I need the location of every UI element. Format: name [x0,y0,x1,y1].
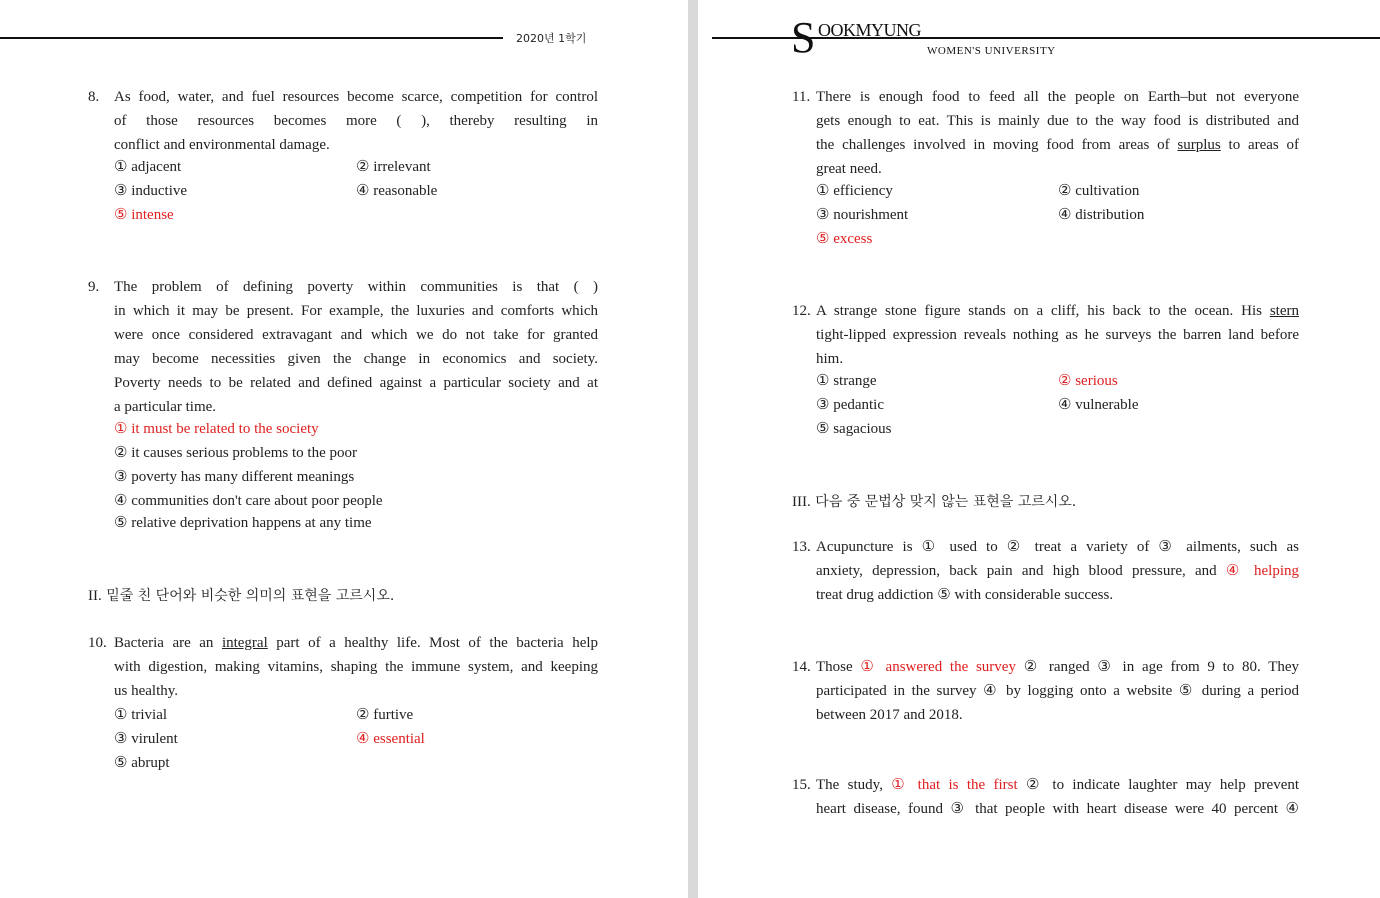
question-number: 12. [792,303,811,319]
option-5-answer[interactable]: ⑤ excess [816,231,873,247]
option-4[interactable]: ④ distribution [1058,207,1145,223]
section-3-heading [792,491,1076,511]
section-instruction: 밑줄 친 단어와 비슷한 의미의 표현을 고르시오. [106,588,395,604]
question-number: 13. [792,539,811,555]
option-2[interactable]: ② furtive [356,707,414,723]
option-4[interactable]: ④ reasonable [356,183,438,199]
underlined-word: integral [221,635,268,651]
answer-highlight: ① that is the first [891,777,1018,793]
question-text-line: of those resources becomes more ( ), thereby resulting in [114,113,598,129]
question-text-line: tight-lipped expression reveals nothing as he surveys the barren land before [816,327,1299,343]
question-text-line: may become necessities given the change in economics and society. [114,351,598,367]
section-instruction: 다음 중 문법상 맞지 않는 표현을 고르시오. [815,494,1077,510]
option-5[interactable]: ⑤ sagacious [816,421,892,437]
question-10 [88,631,598,703]
question-text-line: As food, water, and fuel resources become scarce, competition for control [114,89,598,105]
logo-initial: S [791,13,816,62]
question-text-line: a particular time. [114,399,217,415]
option-4[interactable]: ④ vulnerable [1058,397,1139,413]
option-3[interactable]: ③ pedantic [816,397,885,413]
underlined-word: surplus [1177,137,1221,153]
text-run: the challenges involved in moving food from areas of [816,137,1170,153]
header-rule-left [0,37,503,39]
question-number: 8. [88,89,100,105]
text-run: ② to indicate laughter may help prevent [1026,777,1300,793]
option-2[interactable]: ② irrelevant [356,159,431,175]
option-1-answer[interactable]: ① it must be related to the society [114,421,319,437]
option-5-answer[interactable]: ⑤ intense [114,207,174,223]
option-4[interactable]: ④ communities don't care about poor people [114,493,383,509]
question-number: 10. [88,635,107,651]
question-text-line: participated in the survey ④ by logging onto a website ⑤ during a period [816,683,1299,699]
option-4-answer[interactable]: ④ essential [356,731,425,747]
right-page [698,0,1380,898]
question-text-line: Poverty needs to be related and defined against a particular society and at [114,375,598,391]
question-12 [792,299,1299,371]
option-1[interactable]: ① strange [816,373,877,389]
answer-highlight: ① answered the survey [860,659,1016,675]
text-run: part of a healthy life. Most of the bacteria help [276,635,599,651]
question-text-line: him. [816,351,844,367]
question-text-line: in which it may be present. For example, the luxuries and comforts which [114,303,598,319]
text-run: A strange stone figure stands on a cliff, his back to the ocean. His [816,303,1262,319]
question-text-line: between 2017 and 2018. [816,707,963,723]
question-number: 15. [792,777,811,793]
question-number: 11. [792,89,811,105]
question-text-line: with digestion, making vitamins, shaping the immune system, and keeping [114,659,598,675]
underlined-word: stern [1269,303,1299,319]
page-gutter [688,0,698,898]
left-page [0,0,688,898]
text-run: The study, [816,777,883,793]
section-2-heading [88,585,394,605]
question-text-line: were once considered extravagant and which we do not take for granted [114,327,598,343]
option-1[interactable]: ① trivial [114,707,168,723]
question-text-line: great need. [816,161,882,177]
question-text-line: heart disease, found ③ that people with heart disease were 40 percent ④ [816,801,1299,817]
option-2-answer[interactable]: ② serious [1058,373,1118,389]
option-5[interactable]: ⑤ abrupt [114,755,170,771]
question-8 [88,85,598,157]
question-text-line [816,655,1299,679]
logo-subtitle: WOMEN'S UNIVERSITY [927,45,1056,57]
question-text-line: treat drug addiction ⑤ with considerable success. [816,587,1114,603]
option-2[interactable]: ② cultivation [1058,183,1140,199]
option-3[interactable]: ③ virulent [114,731,178,747]
text-run: anxiety, depression, back pain and high blood pressure, and [816,563,1217,579]
section-number: III. [792,494,811,510]
question-text-line [114,631,598,655]
question-text-line: gets enough to eat. This is mainly due to the way food is distributed and [816,113,1299,129]
logo-wordmark: OOKMYUNG [818,20,921,40]
option-1[interactable]: ① adjacent [114,159,182,175]
answer-highlight: ④ helping [1225,563,1299,579]
question-14 [792,655,1299,727]
semester-label: 2020년 1학기 [516,32,587,45]
question-text-line: The problem of defining poverty within communities is that ( ) [114,279,598,295]
text-run: ② ranged ③ in age from 9 to 80. They [1023,659,1300,675]
text-run: to areas of [1228,137,1300,153]
question-text-line [816,299,1299,323]
question-number: 14. [792,659,811,675]
question-15 [792,773,1299,821]
option-2[interactable]: ② it causes serious problems to the poor [114,445,357,461]
text-run: Bacteria are an [114,635,214,651]
question-text-line: Acupuncture is ① used to ② treat a variety of ③ ailments, such as [816,539,1299,555]
question-text-line [816,773,1299,797]
question-9 [88,275,598,419]
option-3[interactable]: ③ inductive [114,183,188,199]
option-3[interactable]: ③ poverty has many different meanings [114,469,355,485]
option-3[interactable]: ③ nourishment [816,207,909,223]
question-text-line: There is enough food to feed all the people on Earth–but not everyone [816,89,1299,105]
option-1[interactable]: ① efficiency [816,183,893,199]
option-5[interactable]: ⑤ relative deprivation happens at any time [114,515,372,531]
question-text-line [816,559,1299,583]
question-number: 9. [88,279,100,295]
question-text-line: conflict and environmental damage. [114,137,330,153]
question-13 [792,535,1299,607]
question-text-line: us healthy. [114,683,179,699]
question-11 [792,85,1299,181]
section-number: II. [88,588,102,604]
text-run: Those [816,659,853,675]
question-text-line [816,133,1299,157]
